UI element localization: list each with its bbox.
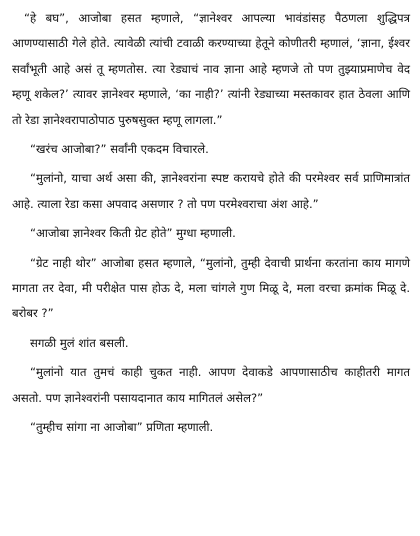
paragraph-pranita: “तुम्हीच सांगा ना आजोबा” प्रणिता म्हणाली. <box>30 420 214 435</box>
paragraph-mugdha: “आजोबा ज्ञानेश्वर किती ग्रेट होते” मुग्धा म्हणाली. <box>30 226 236 241</box>
paragraph-prayer: “ग्रेट नाही थोर” आजोबा हसत म्हणाले, “मुलांनो, तुम्ही देवाची प्रार्थना करतांना काय मागणे मागता तर देवा, मी परीक्षेत पास होऊ दे, मला चांगले गुण मिळू दे, मला वरचा क्रमांक मिळू दे. बरोबर ?” <box>12 255 410 321</box>
paragraph-story: “हे बघ”, आजोबा हसत म्हणाले, “ज्ञानेश्वर आपल्या भावंडांसह पैठणला शुद्धिपत्र आणण्यासाठी गेले होते. त्यावेळी त्यांची टवाळी करण्याच्या हेतूने कोणीतरी म्हणालं, ‘ज्ञाना, ईश्वर सर्वांभूती आहे असं तू म्हणतोस. त्या रेड्याचं नाव ज्ञाना आहे म्हणजे तो पण तुझ्याप्रमाणेच वेद म्हणू शकेल?’ त्यावर ज्ञानेश्वर म्हणाले, ‘का नाही?’ त्यांनी रेड्याच्या मस्तकावर हात ठेवला आणि तो रेडा ज्ञानेश्वरापाठोपाठ पुरुषसुक्त म्हणू लागला.” <box>12 11 410 127</box>
paragraph-silence: सगळी मुलं शांत बसली. <box>30 335 129 350</box>
paragraph-pasaydan: “मुलांनो यात तुमचं काही चुकत नाही. आपण देवाकडे आपणासाठीच काहीतरी मागत असतो. पण ज्ञानेश्वरांनी पसायदानात काय मागितलं असेल?” <box>12 365 410 405</box>
paragraph-question: “खरंच आजोबा?” सर्वांनी एकदम विचारले. <box>30 142 209 157</box>
paragraph-explanation: “मुलांनो, याचा अर्थ असा की, ज्ञानेश्वरांना स्पष्ट करायचे होते की परमेश्वर सर्व प्राणिमात्रांत आहे. त्याला रेडा कसा अपवाद असणार ? तो पण परमेश्वराचा अंश आहे.” <box>12 171 410 211</box>
